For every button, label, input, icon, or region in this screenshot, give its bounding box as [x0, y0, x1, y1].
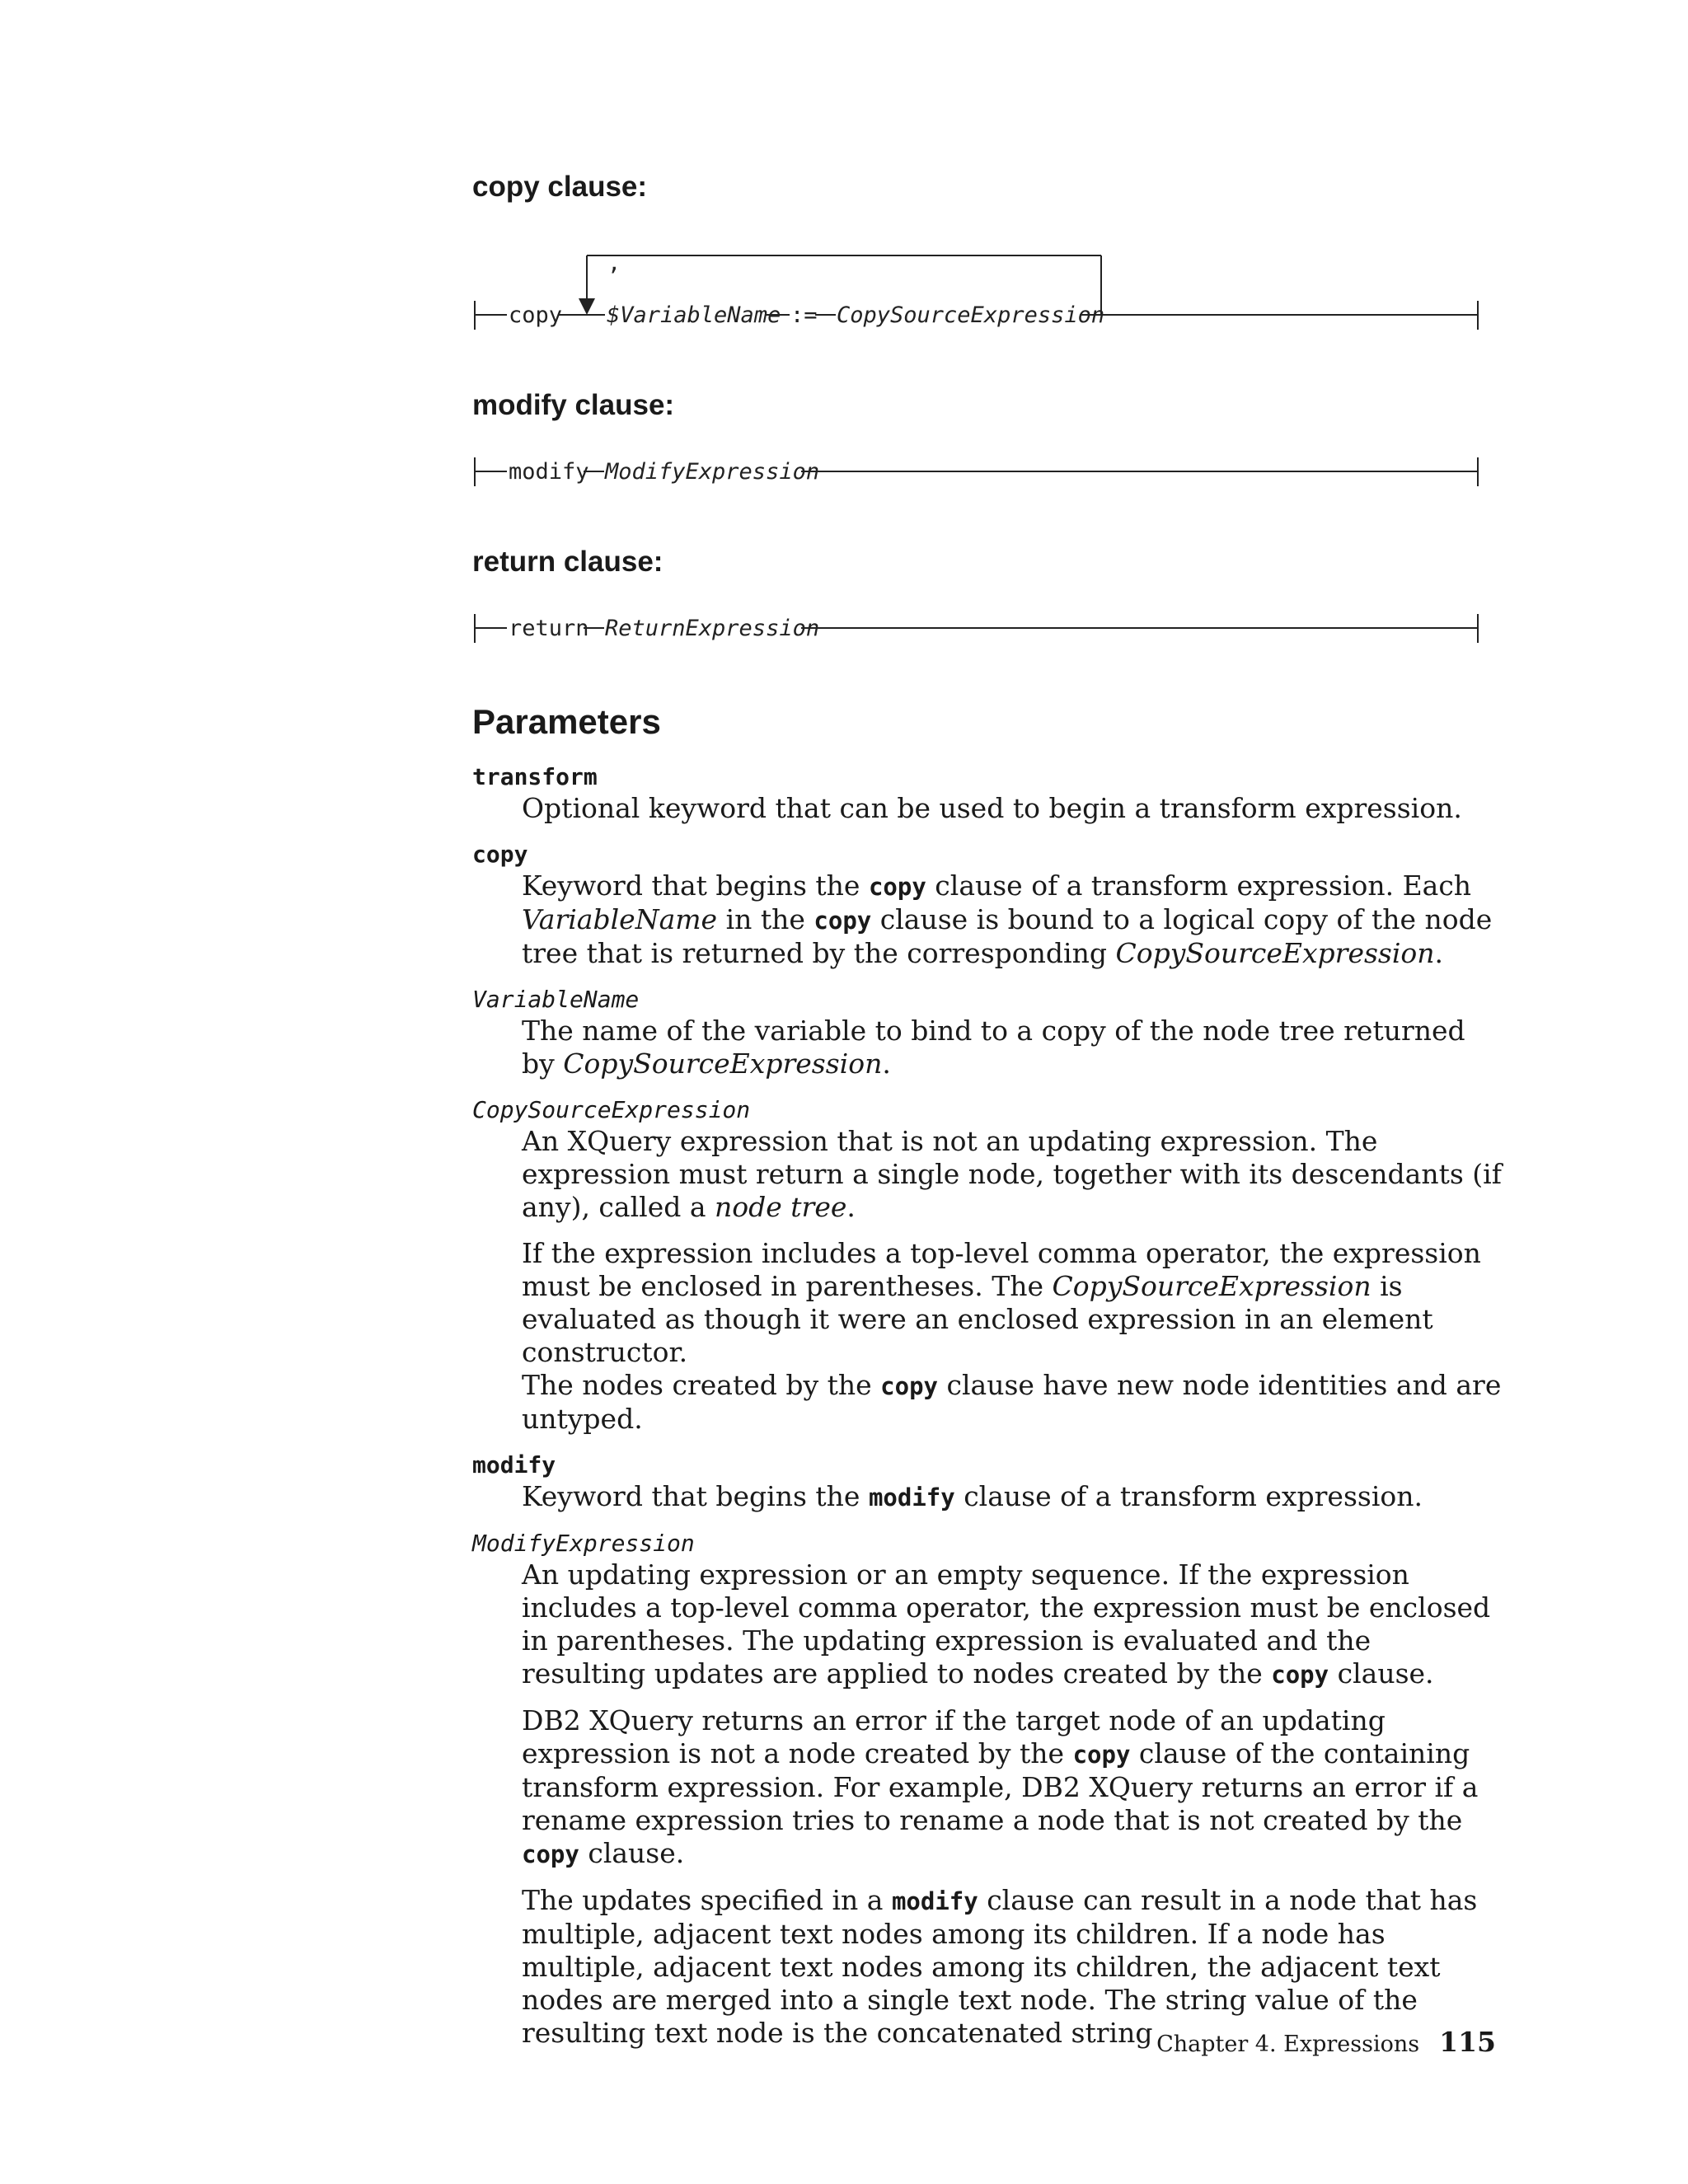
modify-diagram-expression: ModifyExpression	[605, 459, 820, 485]
copy-diagram-variable: $VariableName	[607, 302, 781, 328]
return-clause-diagram	[475, 614, 1478, 643]
keyword-code: modify	[891, 1887, 978, 1915]
modify-clause-heading: modify clause:	[472, 389, 675, 421]
keyword-code: copy	[1271, 1661, 1329, 1689]
copy-clause-diagram	[475, 251, 1478, 330]
param-definition: An XQuery expression that is not an updating expression. The expression must return a single node, together with its descendants (if any), called a node tree. If the expression includes a top-level comma operator, the expression must be enclosed in parentheses. The CopySourceExpression is evaluated as though it were an enclosed expression in an element constructor. The nodes created by the copy clause have new node identities and are untyped.	[522, 1125, 1502, 1435]
page-footer	[1071, 2026, 1496, 2058]
param-definition: Keyword that begins the copy clause of a transform expression. Each VariableName in the copy clause is bound to a logical copy of the node tree that is returned by the corresponding CopySourceExpression.	[522, 869, 1493, 969]
copy-diagram-separator: ,	[607, 251, 621, 276]
param-term: ModifyExpression	[472, 1530, 695, 1557]
param-term: transform	[472, 763, 598, 790]
param-variable-name	[472, 985, 1503, 1080]
return-diagram-keyword: return	[509, 616, 589, 641]
param-definition: Keyword that begins the modify clause of a transform expression.	[522, 1480, 1423, 1512]
param-term: modify	[472, 1451, 556, 1479]
param-definition: The name of the variable to bind to a copy of the node tree returned by CopySourceExpression.	[522, 1015, 1465, 1080]
modify-clause-diagram	[475, 457, 1478, 486]
param-term: copy	[472, 841, 528, 868]
keyword-code: copy	[868, 873, 926, 901]
param-modify	[472, 1451, 1503, 1514]
copy-diagram-keyword: copy	[509, 302, 563, 328]
param-term: CopySourceExpression	[472, 1096, 751, 1123]
keyword-code: copy	[522, 1840, 579, 1868]
copy-diagram-assign: :=	[790, 302, 818, 328]
page-number: 115	[1439, 2026, 1496, 2058]
return-diagram-expression: ReturnExpression	[605, 616, 820, 641]
modify-diagram-keyword: modify	[509, 459, 589, 485]
param-term: VariableName	[472, 986, 640, 1013]
keyword-code: copy	[1072, 1741, 1131, 1769]
parameters-list	[472, 762, 1503, 2064]
param-modify-expression	[472, 1529, 1503, 2050]
keyword-code: modify	[868, 1483, 955, 1511]
syntax-diagrams	[0, 0, 1688, 676]
param-copy	[472, 840, 1503, 970]
copy-clause-heading: copy clause:	[472, 171, 648, 203]
return-clause-heading: return clause:	[472, 546, 663, 578]
param-definition: Optional keyword that can be used to begin a transform expression.	[522, 792, 1462, 824]
parameters-heading: Parameters	[472, 702, 661, 741]
keyword-code: copy	[880, 1372, 938, 1400]
param-transform	[472, 762, 1503, 825]
copy-diagram-expression: CopySourceExpression	[837, 302, 1105, 328]
keyword-code: copy	[814, 907, 872, 935]
param-copy-source-expression	[472, 1095, 1503, 1436]
footer-chapter: Chapter 4. Expressions	[1156, 2032, 1420, 2057]
param-definition: An updating expression or an empty sequence. If the expression includes a top-level comma operator, the expression must be enclosed in parentheses. The updating expression is evaluated and the resulting updates are applied to nodes created by the copy clause. DB2 XQuery returns an error if the target node of an updating expression is not a node created by the copy clause of the containing transform expression. For example, DB2 XQuery returns an error if a rename expression tries to rename a node that is not created by the copy clause. The updates specified in a modify clause can result in a node that has multiple, adjacent text nodes among its children. If a node has multiple, adjacent text nodes among its children, the adjacent text nodes are merged into a single text node. The string value of the resulting text node is the concatenated string	[522, 1558, 1491, 2049]
